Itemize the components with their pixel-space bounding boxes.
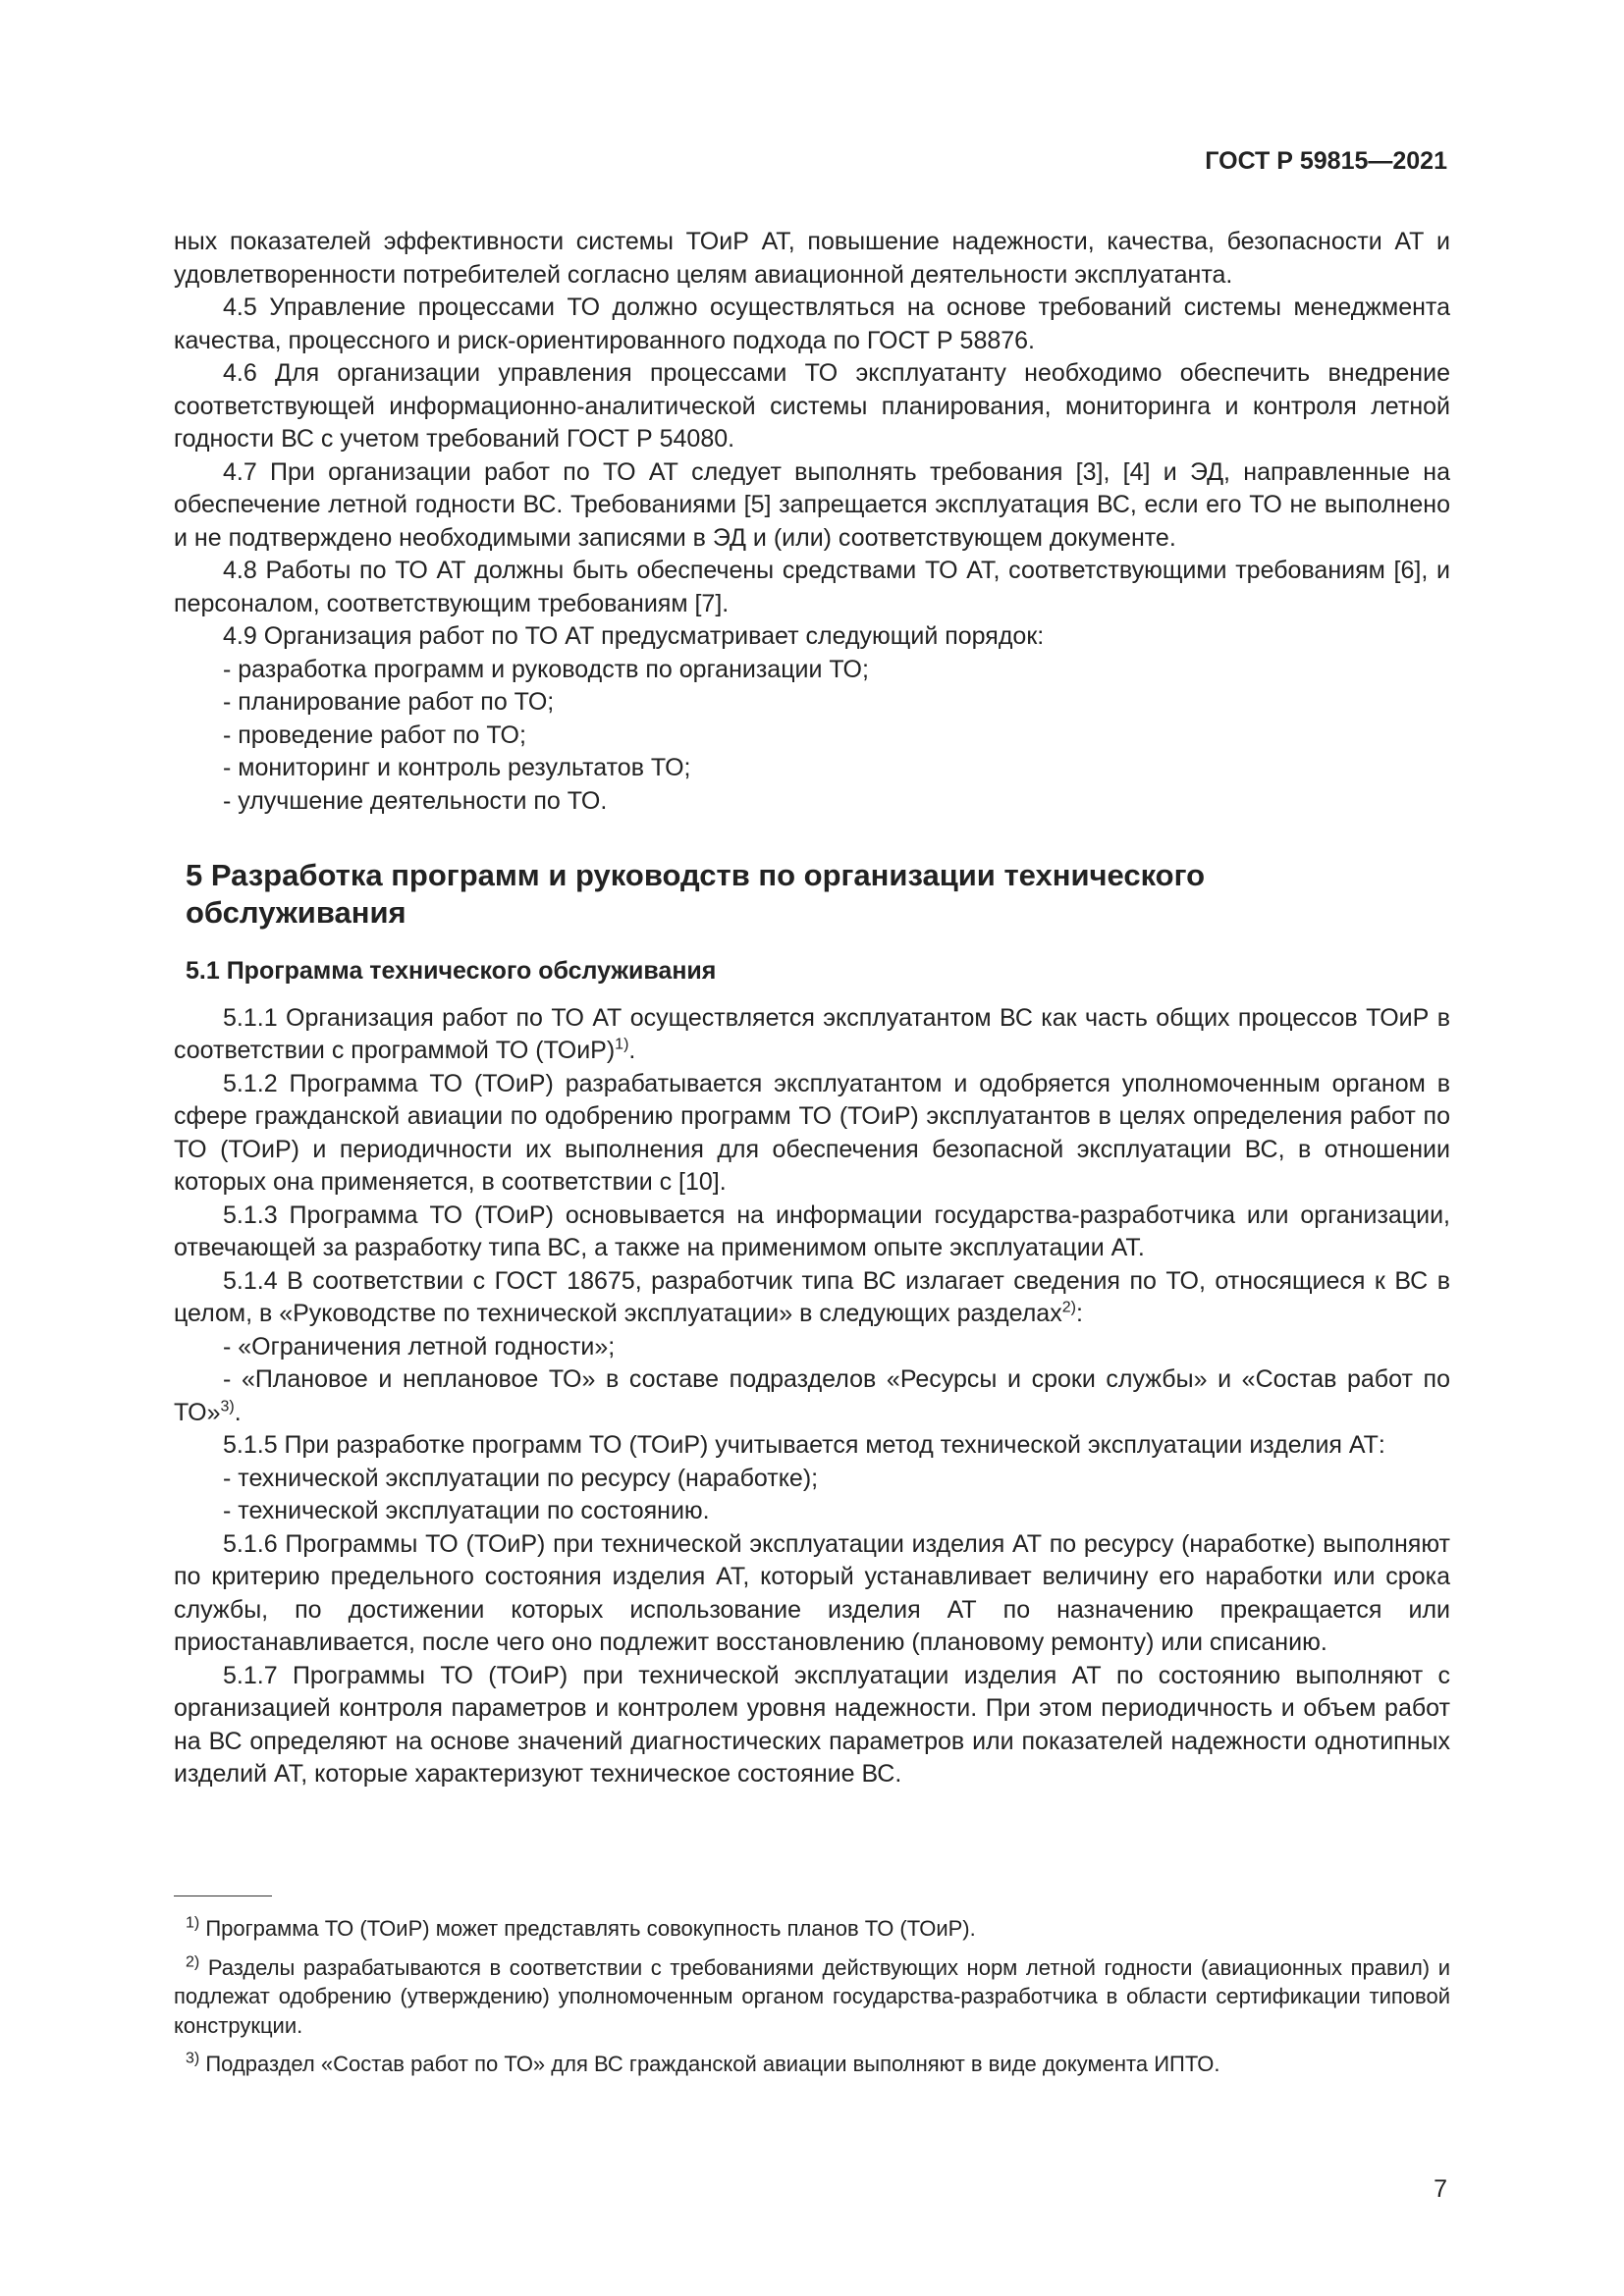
list-item: - разработка программ и руководств по организации ТО; [223,655,869,683]
section-5-1-heading: 5.1 Программа технического обслуживания [186,957,717,985]
list-item: - проведение работ по ТО; [223,721,526,749]
page-number: 7 [1434,2175,1447,2203]
list-item-text: - «Плановое и неплановое ТО» в составе подразделов «Ресурсы и сроки службы» и «Состав работ по ТО» [174,1365,1450,1426]
footnote-1 [174,1914,1450,1944]
list-item: - технической эксплуатации по ресурсу (наработке); [223,1464,819,1492]
list-item: - улучшение деятельности по ТО. [223,786,608,815]
paragraph-4-6: 4.6 Для организации управления процессами ТО эксплуатанту необходимо обеспечить внедрение соответствующей информационно-аналитической системы планирования, мониторинга и контроля летной годности ВС с учетом требований ГОСТ Р 54080. [174,359,1450,453]
footnote-text: Программа ТО (ТОиР) может представлять совокупность планов ТО (ТОиР). [205,1916,976,1941]
footnote-mark: 2) [186,1953,200,1971]
paragraph-end: . [628,1037,636,1064]
footnote-ref-3: 3) [220,1398,235,1415]
paragraph-5-1-4 [174,1265,1450,1331]
document-body [174,226,1450,1791]
footnote-ref-1: 1) [615,1036,629,1053]
paragraph-5-1-2: 5.1.2 Программа ТО (ТОиР) разрабатывается эксплуатантом и одобряется уполномоченным органом в сфере гражданской авиации по одобрению программ ТО (ТОиР) эксплуатантов в целях определения работ по ТО (ТОиР) и периодичности их выполнения для обеспечения безопасной эксплуатации ВС, в отношении которых она применяется, в соответствии с [10]. [174,1069,1450,1196]
paragraph-text: 5.1.4 В соответствии с ГОСТ 18675, разработчик типа ВС излагает сведения по ТО, относящиеся к ВС в целом, в «Руководстве по технической эксплуатации» в следующих разделах [174,1266,1450,1327]
section-5-heading-line1: 5 Разработка программ и руководств по организации технического [186,858,1206,892]
list-item: - мониторинг и контроль результатов ТО; [223,754,691,781]
document-code: ГОСТ Р 59815—2021 [1205,147,1447,175]
paragraph-4-7: 4.7 При организации работ по ТО АТ следует выполнять требования [3], [4] и ЭД, направленные на обеспечение летной годности ВС. Требованиями [5] запрещается эксплуатация ВС, если его ТО не выполнено и не подтверждено необходимыми записями в ЭД и (или) соответствующем документе. [174,457,1450,552]
list-item: - технической эксплуатации по состоянию. [223,1497,710,1524]
paragraph-continuation: ных показателей эффективности системы ТОиР АТ, повышение надежности, качества, безопасности АТ и удовлетворенности потребителей согласно целям авиационной деятельности эксплуатанта. [174,228,1450,289]
list-item: - «Ограничения летной годности»; [223,1332,616,1361]
footnote-mark: 1) [186,1914,200,1932]
list-item [174,1363,1450,1429]
footnote-ref-2: 2) [1061,1299,1076,1316]
section-5-heading [174,857,1450,932]
footnote-mark: 3) [186,2050,200,2067]
paragraph-4-8: 4.8 Работы по ТО АТ должны быть обеспечены средствами ТО АТ, соответствующими требованиям [6], и персоналом, соответствующим требованиям [7]. [174,557,1450,617]
paragraph-4-9: 4.9 Организация работ по ТО АТ предусматривает следующий порядок: [223,622,1045,650]
footnotes [174,1914,1450,2089]
section-5-heading-line2: обслуживания [186,895,406,930]
footnote-3 [174,2050,1450,2079]
list-item: - планирование работ по ТО; [223,688,555,716]
footnote-2 [174,1953,1450,2041]
footnote-text: Подраздел «Состав работ по ТО» для ВС гражданской авиации выполняют в виде документа ИПТО. [205,2052,1220,2076]
list-item-end: . [234,1398,242,1426]
footnote-text: Разделы разрабатываются в соответствии с требованиями действующих норм летной годности (авиационных правил) и подлежат одобрению (утверждению) уполномоченным органом государства-разработчика в области сертификации типовой конструкции. [174,1954,1450,2038]
paragraph-5-1-1 [174,1002,1450,1068]
paragraph-text: 5.1.1 Организация работ по ТО АТ осуществляется эксплуатантом ВС как часть общих процессов ТОиР в соответствии с программой ТО (ТОиР) [174,1003,1450,1064]
paragraph-5-1-7: 5.1.7 Программы ТО (ТОиР) при технической эксплуатации изделия АТ по состоянию выполняют с организацией контроля параметров и контролем уровня надежности. При этом периодичность и объем работ на ВС определяют на основе значений диагностических параметров или показателей надежности однотипных изделий АТ, которые характеризуют техническое состояние ВС. [174,1661,1450,1788]
paragraph-5-1-3: 5.1.3 Программа ТО (ТОиР) основывается на информации государства-разработчика или организации, отвечающей за разработку типа ВС, а также на применимом опыте эксплуатации АТ. [174,1201,1450,1261]
paragraph-5-1-6: 5.1.6 Программы ТО (ТОиР) при технической эксплуатации изделия АТ по ресурсу (наработке) выполняют по критерию предельного состояния изделия АТ, который устанавливает величину его наработки или срока службы, по достижении которых использование изделия АТ по назначению прекращается или приостанавливается, после чего оно подлежит восстановлению (плановому ремонту) или списанию. [174,1529,1450,1656]
paragraph-4-5: 4.5 Управление процессами ТО должно осуществляться на основе требований системы менеджмента качества, процессного и риск-ориентированного подхода по ГОСТ Р 58876. [174,294,1450,354]
paragraph-5-1-5: 5.1.5 При разработке программ ТО (ТОиР) учитывается метод технической эксплуатации изделия АТ: [223,1431,1385,1459]
paragraph-end: : [1075,1300,1083,1327]
